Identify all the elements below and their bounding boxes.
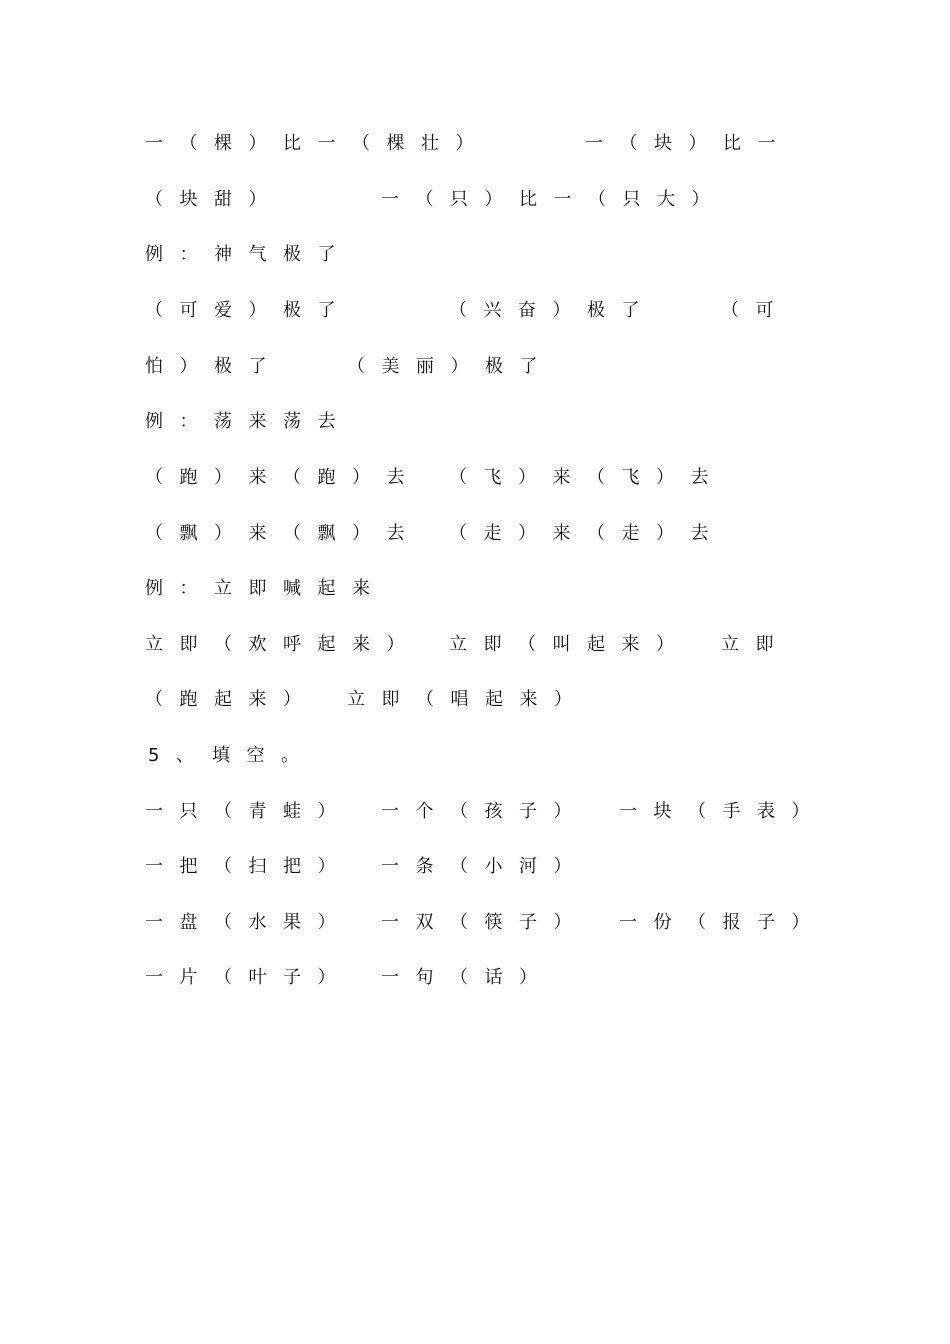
text-segment: （跑起来） bbox=[145, 689, 318, 710]
section-heading: 填空。 bbox=[212, 745, 316, 766]
text-segment: （飘）来（飘）去 bbox=[145, 523, 421, 544]
text-segment: 一（块）比一 bbox=[585, 133, 792, 154]
text-segment: 例：立即喊起来 bbox=[145, 578, 387, 599]
text-line-16 bbox=[0, 963, 950, 993]
text-line-14 bbox=[0, 852, 950, 882]
text-segment: （可 bbox=[721, 300, 790, 321]
text-line-12 bbox=[0, 741, 950, 771]
text-line-6 bbox=[0, 407, 950, 437]
text-segment: （兴奋）极了 bbox=[449, 300, 656, 321]
text-line-7 bbox=[0, 463, 950, 493]
section-number: 5、 bbox=[148, 745, 211, 766]
text-segment: 怕）极了 bbox=[145, 356, 283, 377]
text-line-2 bbox=[0, 185, 950, 215]
text-segment: 一（只）比一（只大） bbox=[381, 189, 726, 210]
text-segment: 立即（欢呼起来） bbox=[145, 634, 421, 655]
text-line-15 bbox=[0, 908, 950, 938]
text-segment: （跑）来（跑）去 bbox=[145, 467, 421, 488]
text-segment: 一双（筷子） bbox=[381, 912, 588, 933]
text-segment: 一份（报子） bbox=[619, 912, 826, 933]
text-line-4 bbox=[0, 296, 950, 326]
text-segment: （走）来（走）去 bbox=[449, 523, 725, 544]
text-line-13 bbox=[0, 797, 950, 827]
text-line-10 bbox=[0, 630, 950, 660]
text-segment: 立即（叫起来） bbox=[449, 634, 691, 655]
text-segment: 一把（扫把） bbox=[145, 856, 352, 877]
text-segment: 立即 bbox=[721, 634, 790, 655]
text-segment: 一盘（水果） bbox=[145, 912, 352, 933]
text-segment: 一条（小河） bbox=[381, 856, 588, 877]
text-segment: 一（棵）比一（棵壮） bbox=[145, 133, 490, 154]
text-line-8 bbox=[0, 519, 950, 549]
text-segment: （块甜） bbox=[145, 189, 283, 210]
text-segment: 立即（唱起来） bbox=[347, 689, 589, 710]
text-segment: 一块（手表） bbox=[619, 801, 826, 822]
text-segment: （飞）来（飞）去 bbox=[449, 467, 725, 488]
text-segment: （美丽）极了 bbox=[347, 356, 554, 377]
text-segment: 一片（叶子） bbox=[145, 967, 352, 988]
text-segment: 一个（孩子） bbox=[381, 801, 588, 822]
text-line-5 bbox=[0, 352, 950, 382]
text-segment: 例：荡来荡去 bbox=[145, 411, 352, 432]
text-line-11 bbox=[0, 685, 950, 715]
text-segment: 例：神气极了 bbox=[145, 244, 352, 265]
text-segment: 一句（话） bbox=[381, 967, 554, 988]
text-segment: （可爱）极了 bbox=[145, 300, 352, 321]
text-line-3 bbox=[0, 240, 950, 270]
text-line-9 bbox=[0, 574, 950, 604]
text-segment: 一只（青蛙） bbox=[145, 801, 352, 822]
text-line-1 bbox=[0, 129, 950, 159]
